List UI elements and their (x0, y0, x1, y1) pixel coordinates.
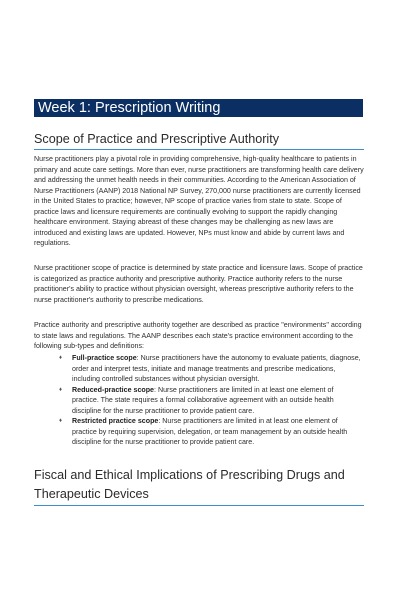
diamond-bullet-icon: ♦ (59, 418, 63, 424)
bullet-text: : Nurse practitioners have the autonomy to evaluate patients, diagnose, order and interpret tests, initiate and manage treatments and prescribe medications, including controlled substances without physician oversight. (72, 354, 361, 383)
paragraph-intro: Nurse practitioners play a pivotal role in providing comprehensive, high-quality healthcare to patients in primary and acute care settings. More than ever, nurse practitioners are transforming health care delivery and addressing the unmet health needs in their communities. According to the American Association of Nurse Practitioners (AANP) 2018 National NP Survey, 270,000 nurse practitioners are currently licensed in the United States to practice; however, NP scope of practice varies from state to state. Scope of practice laws and licensure requirements are continually evolving to support the rapidly changing healthcare environment. Staying abreast of these changes may be challenging as new laws are introduced and existing laws are updated. However, NPs must know and abide by current laws and regulations. (34, 155, 364, 247)
bullet-text: : Nurse practitioners are limited in at least one element of practice by requiring supervision, delegation, or team management by an outside health discipline for the nurse practitioner to provide patient care. (72, 417, 348, 446)
diamond-bullet-icon: ♦ (59, 386, 63, 393)
diamond-bullet-icon: ♦ (59, 355, 63, 361)
bullet-term: Full-practice scope (72, 354, 137, 362)
bullet-term: Reduced-practice scope (72, 385, 155, 394)
week-title-banner: Week 1: Prescription Writing (34, 99, 363, 117)
practice-scope-list (56, 353, 362, 448)
paragraph-scope-definition: Nurse practitioner scope of practice is determined by state practice and licensure laws. Scope of practice is categorized as practice authority and prescriptive authority. Practice authority refers to the nurse practitioner's ability to practice without physician oversight, whereas prescriptive authority refers to the nurse practitioner's authority to prescribe medications. (34, 264, 363, 304)
list-item-restricted-practice (56, 416, 362, 448)
section-heading-fiscal-ethical: Fiscal and Ethical Implications of Prescribing Drugs and Therapeutic Devices (34, 466, 364, 506)
list-item-full-practice (56, 353, 362, 385)
bullet-text: : Nurse practitioners are limited in at least one element of practice. The state requires a formal collaborative agreement with an outside health discipline for the nurse practitioner to provide patient care. (72, 385, 334, 415)
bullet-term: Restricted practice scope (72, 417, 159, 425)
section-heading-scope: Scope of Practice and Prescriptive Authority (34, 131, 364, 150)
paragraph-practice-environments: Practice authority and prescriptive authority together are described as practice "environments" according to state laws and regulations. The AANP describes each state's practice environment according to the following sub-types and definitions: (34, 321, 362, 350)
list-item-reduced-practice (56, 385, 362, 417)
